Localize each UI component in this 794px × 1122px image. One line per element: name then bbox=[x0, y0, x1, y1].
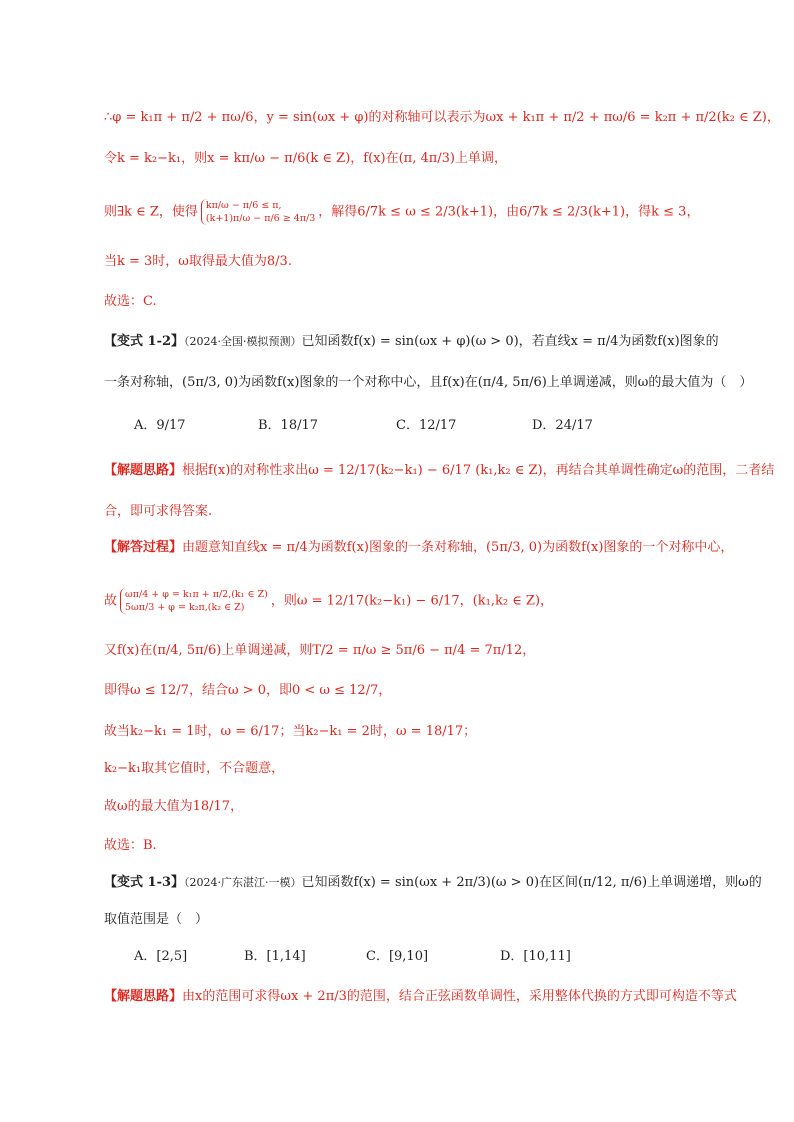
solution-line bbox=[104, 199, 724, 225]
question-line bbox=[104, 373, 753, 393]
equation-system: ωπ/4 + φ = k₁π + π/2,(k₁ ∈ Z) 5ωπ/3 + φ = k₂π,(k₂ ∈ Z) bbox=[120, 588, 268, 614]
answer-options bbox=[134, 947, 724, 967]
solution-line bbox=[104, 588, 724, 614]
math-text: k₂−k₁取其它值时，不合题意， bbox=[104, 761, 285, 776]
question-text: 已知函数f(x) = sin(ωx + 2π/3)(ω > 0)在区间(π/12, π/6)上单调递增，则ω的 bbox=[301, 875, 762, 890]
question-tag: 【变式 1-3】 bbox=[104, 875, 185, 890]
inequality-system: kπ/ω − π/6 ≤ π, (k+1)π/ω − π/6 ≥ 4π/3 bbox=[201, 199, 315, 225]
math-text: 故 bbox=[104, 593, 118, 609]
question-line bbox=[104, 332, 724, 352]
option-a: A．9/17 bbox=[134, 418, 186, 433]
math-text: 即得ω ≤ 12/7，结合ω > 0，即0 < ω ≤ 12/7， bbox=[104, 683, 392, 698]
math-text: 故当k₂−k₁ = 1时，ω = 6/17；当k₂−k₁ = 2时，ω = 18/17； bbox=[104, 724, 477, 739]
solution-line bbox=[104, 538, 734, 558]
math-text: 当k = 3时，ω取得最大值为8/3. bbox=[104, 254, 292, 269]
hint-tag: 【解题思路】 bbox=[104, 463, 183, 478]
hint-text: 根据f(x)的对称性求出ω = 12/17(k₂−k₁) − 6/17 (k₁,k₂ ∈ Z)，再结合其单调性确定ω的范围，二者结 bbox=[182, 463, 775, 478]
question-tag: 【变式 1-2】 bbox=[104, 334, 185, 349]
option-c: C．[9,10] bbox=[366, 949, 429, 964]
solution-line bbox=[104, 252, 724, 272]
solution-line bbox=[104, 149, 724, 169]
math-text: ∴φ = k₁π + π/2 + πω/6，y = sin(ωx + φ)的对称轴可以表示为ωx + k₁π + π/2 + πω/6 = k₂π + π/2(k₂ ∈ Z)， bbox=[104, 110, 780, 125]
hint-text: 合，即可求得答案. bbox=[104, 504, 213, 519]
question-source: （2024·全国·模拟预测） bbox=[184, 335, 302, 348]
option-a: A．[2,5] bbox=[134, 949, 188, 964]
solution-line bbox=[104, 797, 724, 817]
question-source: （2024·广东湛江·一模） bbox=[184, 876, 302, 889]
solution-line bbox=[104, 681, 724, 701]
hint-line bbox=[104, 461, 775, 481]
question-line bbox=[104, 873, 762, 893]
math-text: ，则ω = 12/17(k₂−k₁) − 6/17，(k₁,k₂ ∈ Z)， bbox=[270, 593, 554, 609]
answer-options bbox=[134, 416, 724, 436]
math-text: 由题意知直线x = π/4为函数f(x)图象的一条对称轴，(5π/3, 0)为函数f(x)图象的一个对称中心， bbox=[182, 540, 734, 555]
solution-line bbox=[104, 641, 724, 661]
math-text: 故ω的最大值为18/17， bbox=[104, 799, 244, 814]
math-text: 故选：B. bbox=[104, 838, 157, 853]
hint-text: 由x的范围可求得ωx + 2π/3的范围，结合正弦函数单调性，采用整体代换的方式即可构造不等式 bbox=[182, 989, 737, 1004]
solution-line bbox=[104, 292, 724, 312]
solution-line bbox=[104, 759, 724, 779]
solution-line bbox=[104, 836, 724, 856]
hint-tag: 【解题思路】 bbox=[104, 989, 183, 1004]
question-text: 取值范围是（ ） bbox=[104, 912, 209, 927]
math-text: 又f(x)在(π/4, 5π/6)上单调递减，则T/2 = π/ω ≥ 5π/6 − π/4 = 7π/12， bbox=[104, 643, 536, 658]
math-text: 令k = k₂−k₁，则x = kπ/ω − π/6(k ∈ Z)，f(x)在(π, 4π/3)上单调， bbox=[104, 151, 507, 166]
hint-line bbox=[104, 987, 737, 1007]
hint-line bbox=[104, 502, 724, 522]
question-text: 一条对称轴，(5π/3, 0)为函数f(x)图象的一个对称中心，且f(x)在(π/4, 5π/6)上单调递减，则ω的最大值为（ ） bbox=[104, 375, 753, 390]
option-c: C．12/17 bbox=[396, 418, 457, 433]
solution-line bbox=[104, 108, 780, 128]
question-line bbox=[104, 910, 724, 930]
question-text: 已知函数f(x) = sin(ωx + φ)(ω > 0)，若直线x = π/4为函数f(x)图象的 bbox=[301, 334, 719, 349]
option-b: B．[1,14] bbox=[244, 949, 306, 964]
math-text: 故选：C. bbox=[104, 294, 157, 309]
math-text: ，解得6/7k ≤ ω ≤ 2/3(k+1)，由6/7k ≤ 2/3(k+1)，得k ≤ 3， bbox=[318, 204, 700, 220]
solution-tag: 【解答过程】 bbox=[104, 540, 183, 555]
option-b: B．18/17 bbox=[258, 418, 319, 433]
option-d: D．[10,11] bbox=[500, 949, 571, 964]
solution-line bbox=[104, 722, 724, 742]
math-text: 则∃k ∈ Z，使得 bbox=[104, 204, 198, 220]
option-d: D．24/17 bbox=[532, 418, 593, 433]
